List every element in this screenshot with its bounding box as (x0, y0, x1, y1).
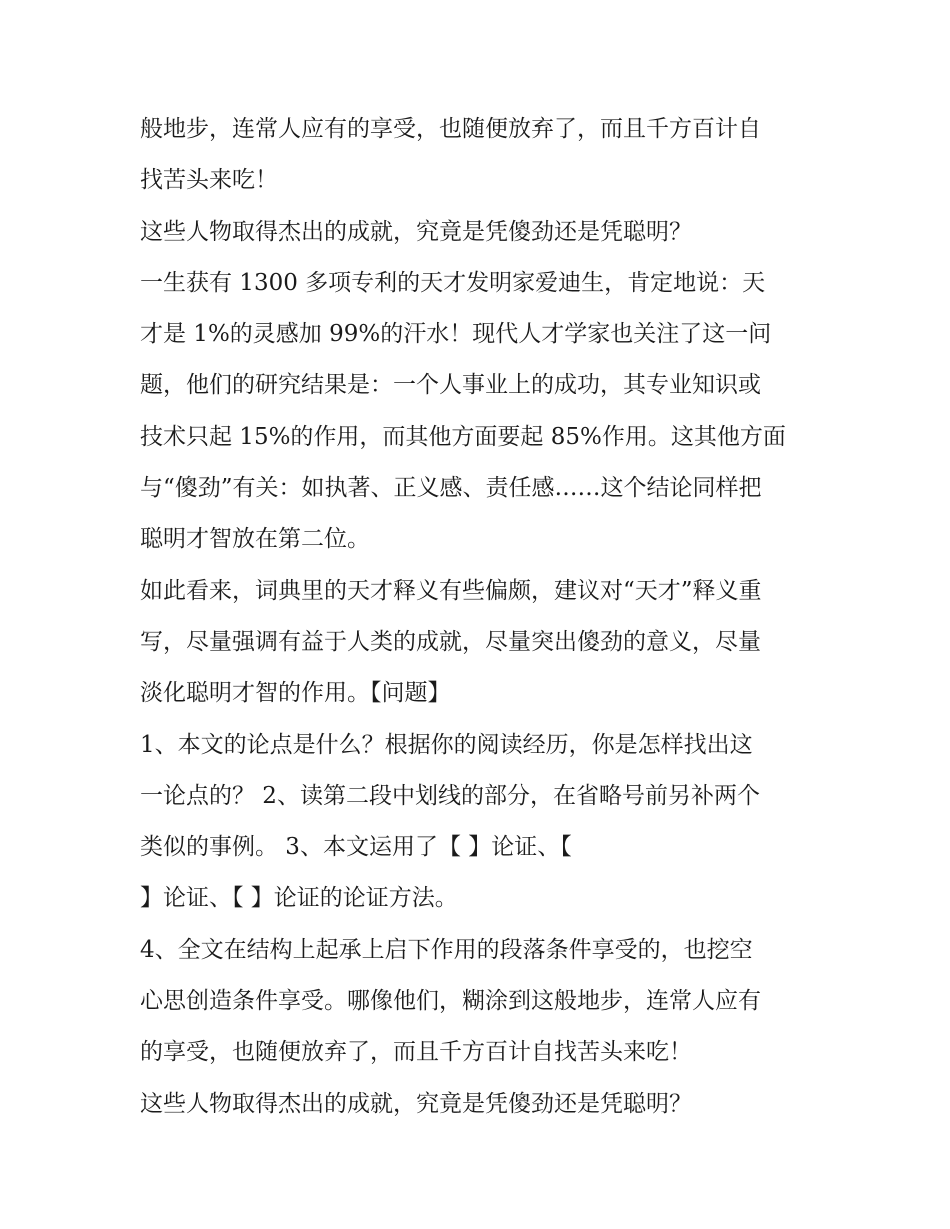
text-line: 般地步，连常人应有的享受，也随便放弃了，而且千方百计自 (140, 116, 761, 142)
text-line: 与“傻劲”有关：如执著、正义感、责任感……这个结论同样把 (140, 475, 762, 502)
text-line: 这些人物取得杰出的成就，究竟是凭傻劲还是凭聪明？ (140, 1090, 692, 1117)
text-line: 聪明才智放在第二位。 (140, 526, 370, 553)
text-line: 4、全文在结构上起承上启下作用的段落条件享受的，也挖空 (140, 936, 753, 963)
text-line: 如此看来，词典里的天才释义有些偏颇，建议对“天才”释义重 (140, 577, 762, 604)
text-line: 一论点的？ 2、读第二段中划线的部分，在省略号前另补两个 (140, 782, 760, 809)
document-body (140, 104, 830, 1130)
text-line: 这些人物取得杰出的成就，究竟是凭傻劲还是凭聪明？ (140, 218, 692, 245)
text-line: 类似的事例。 3、本文运用了【 】论证、【 (140, 834, 572, 861)
text-line: 写，尽量强调有益于人类的成就，尽量突出傻劲的意义，尽量 (140, 628, 761, 655)
text-line: 的享受，也随便放弃了，而且千方百计自找苦头来吃！ (140, 1039, 692, 1066)
text-line: 淡化聪明才智的作用。【问题】 (140, 680, 451, 707)
text-line: 一生获有 1300 多项专利的天才发明家爱迪生，肯定地说：天 (140, 269, 766, 296)
text-line: 心思创造条件享受。哪像他们，糊涂到这般地步，连常人应有 (140, 988, 761, 1015)
text-line: 才是 1%的灵感加 99%的汗水！现代人才学家也关注了这一问 (140, 321, 772, 348)
text-line: 1、本文的论点是什么？根据你的阅读经历，你是怎样找出这 (140, 731, 753, 758)
text-line: 】论证、【 】论证的论证方法。 (140, 885, 458, 912)
text-line: 找苦头来吃！ (140, 167, 278, 194)
text-line: 题，他们的研究结果是：一个人事业上的成功，其专业知识或 (140, 372, 761, 399)
text-line: 技术只起 15%的作用，而其他方面要起 85%作用。这其他方面 (140, 423, 786, 450)
